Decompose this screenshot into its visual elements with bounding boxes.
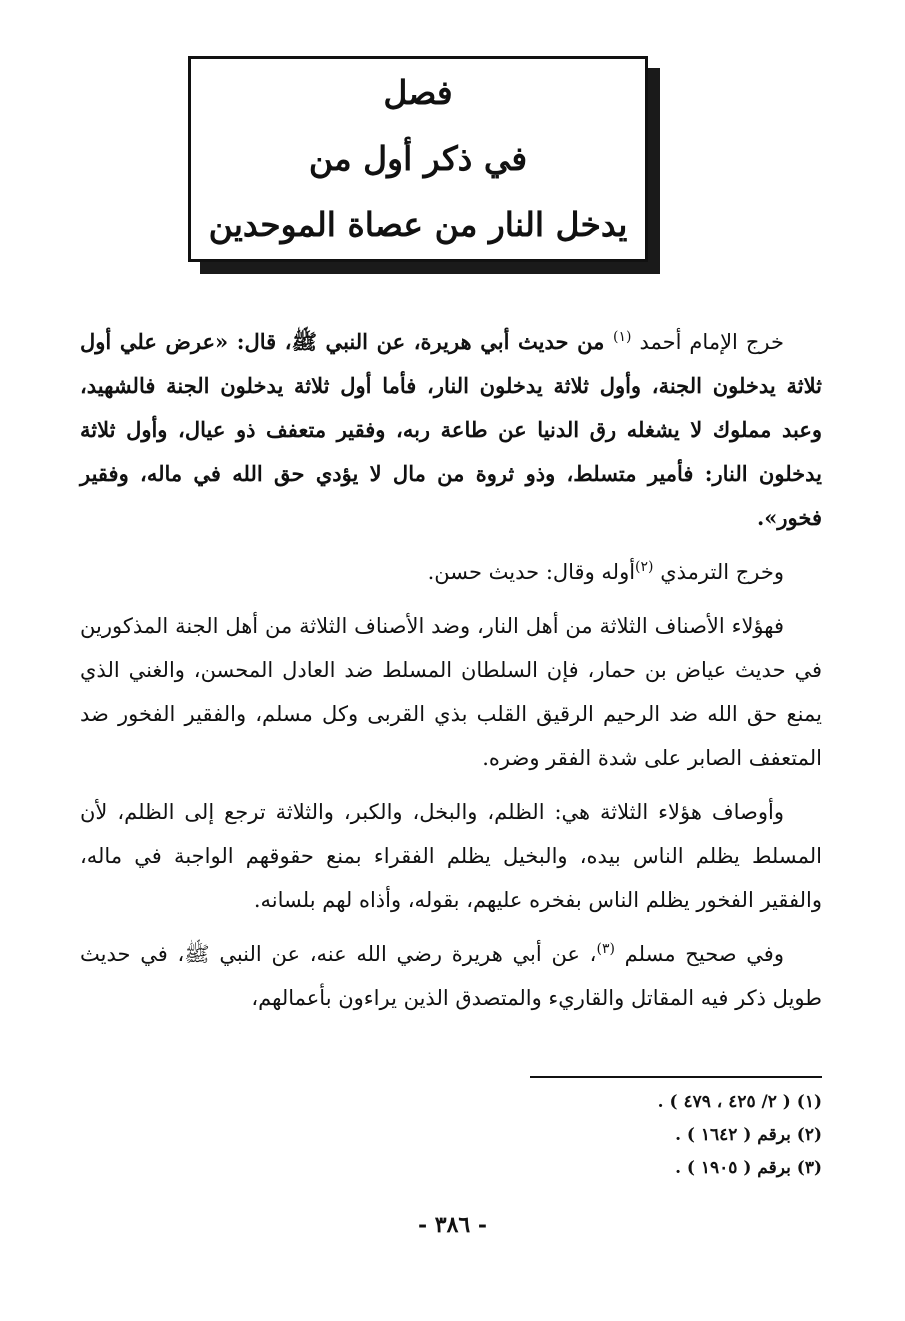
footnote-ref-1: (١) <box>613 329 632 345</box>
title-frame <box>188 56 648 262</box>
paragraph-5-rest: ، عن أبي هريرة رضي الله عنه، عن النبي ﷺ، في حديث طويل ذكر فيه المقاتل والقاريء والمتصدق الذين يراءون بأعمالهم، <box>80 942 822 1010</box>
hadith-quote: من حديث أبي هريرة، عن النبي ﷺ، قال: «عرض علي أول ثلاثة يدخلون الجنة، وأول ثلاثة يدخلون النار، فأما أول ثلاثة يدخلون الجنة فالشهيد، وعبد مملوك لا يشغله رق الدنيا عن طاعة ربه، وفقير متعفف ذو عيال، وأول ثلاثة يدخلون النار: فأمير متسلط، وذو ثروة من مال لا يؤدي حق الله في ماله، وفقير فخور». <box>80 329 822 530</box>
chapter-title-box <box>188 56 668 278</box>
paragraph-1 <box>80 320 822 540</box>
paragraph-2-rest: أوله وقال: حديث حسن. <box>427 560 636 584</box>
page-number: - ٣٨٦ - <box>417 1212 488 1238</box>
paragraph-2 <box>80 550 822 594</box>
paragraph-1-intro: خرج الإمام أحمد <box>631 330 784 354</box>
paragraph-2-intro: وخرج الترمذي <box>653 560 784 584</box>
footnote-1: (١) ( ٢/ ٤٢٥ ، ٤٧٩ ) . <box>657 1092 822 1112</box>
title-line-3: يدخل النار من عصاة الموحدين <box>208 205 628 244</box>
title-line-2: في ذكر أول من <box>308 139 528 178</box>
footnote-2: (٢) برقم ( ١٦٤٢ ) . <box>675 1125 822 1145</box>
footnote-separator <box>530 1076 822 1078</box>
paragraph-4: وأوصاف هؤلاء الثلاثة هي: الظلم، والبخل، والكبر، والثلاثة ترجع إلى الظلم، لأن المسلط يظلم الناس بيده، والبخيل يظلم الفقراء بمنع حقوقهم الواجبة في ماله، والفقير الفخور يظلم الناس بفخره عليهم، بقوله، وأذاه لهم بلسانه. <box>80 800 822 912</box>
footnote-3: (٣) برقم ( ١٩٠٥ ) . <box>675 1158 822 1178</box>
paragraph-5-intro: وفي صحيح مسلم <box>614 942 784 966</box>
paragraph-3: فهؤلاء الأصناف الثلاثة من أهل النار، وضد الأصناف الثلاثة من أهل الجنة المذكورين في حديث عياض بن حمار، فإن السلطان المسلط ضد العادل المحسن، والغني الذي يمنع حق الله ضد الرحيم الرقيق القلب بذي القربى وكل مسلم، والفقير الفخور ضد المتعفف الصابر على شدة الفقر وضره. <box>80 614 822 770</box>
footnotes <box>422 1086 822 1185</box>
footnote-ref-2: (٢) <box>635 559 654 575</box>
footnote-ref-3: (٣) <box>596 941 615 957</box>
paragraph-5 <box>80 932 822 1020</box>
title-line-1: فصل <box>383 73 453 112</box>
main-text <box>80 320 822 1030</box>
